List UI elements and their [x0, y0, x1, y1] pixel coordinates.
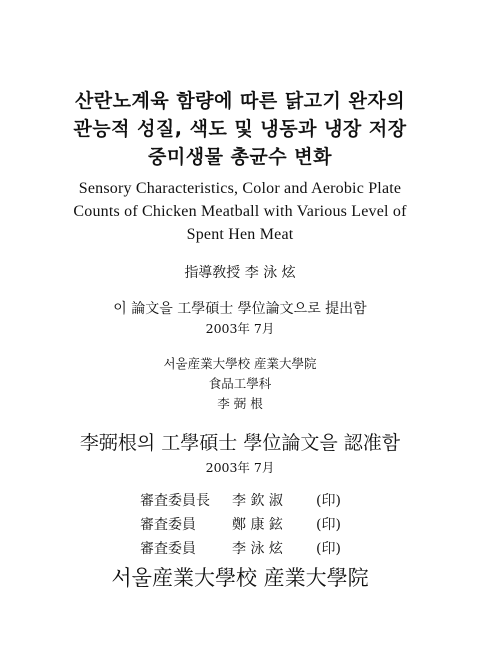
committee-role: 審査委員 — [140, 517, 196, 533]
approval-statement: 李弼根의 工學碩士 學位論文을 認准함 — [79, 432, 401, 454]
committee-row — [0, 490, 480, 512]
school-name: 서울産業大學校 産業大學院 — [163, 356, 317, 371]
committee-member-name: 李 泳 炫 — [232, 541, 283, 557]
committee-row — [0, 538, 480, 560]
department-name: 食品工學科 — [208, 376, 272, 391]
committee-seal: (印) — [316, 541, 341, 557]
footer-school-name: 서울産業大學校 産業大學院 — [111, 566, 369, 590]
english-title-line-3: Spent Hen Meat — [186, 226, 294, 243]
advisor: 指導敎授 李 泳 炫 — [184, 265, 296, 281]
committee-seal: (印) — [316, 493, 341, 509]
committee-role: 審査委員長 — [140, 493, 210, 509]
submission-statement: 이 論文을 工學碩士 學位論文으로 提出함 — [113, 301, 367, 317]
committee-member-name: 鄭 康 鉉 — [232, 517, 283, 533]
english-title-line-1: Sensory Characteristics, Color and Aerobic Plate — [78, 180, 402, 197]
korean-title-line-2: 관능적 성질, 색도 및 냉동과 냉장 저장 — [73, 118, 407, 140]
committee-seal: (印) — [316, 517, 341, 533]
approval-date: 2003年 7月 — [205, 460, 275, 475]
submission-date: 2003年 7月 — [205, 321, 275, 336]
committee-role: 審査委員 — [140, 541, 196, 557]
korean-title-line-1: 산란노계육 함량에 따른 닭고기 완자의 — [74, 90, 406, 112]
author-name: 李 弼 根 — [217, 396, 263, 411]
english-title-line-2: Counts of Chicken Meatball with Various Level of — [73, 203, 407, 220]
committee-row — [0, 514, 480, 536]
committee-member-name: 李 欽 淑 — [232, 493, 283, 509]
korean-title-line-3: 중미생물 총균수 변화 — [148, 146, 332, 168]
